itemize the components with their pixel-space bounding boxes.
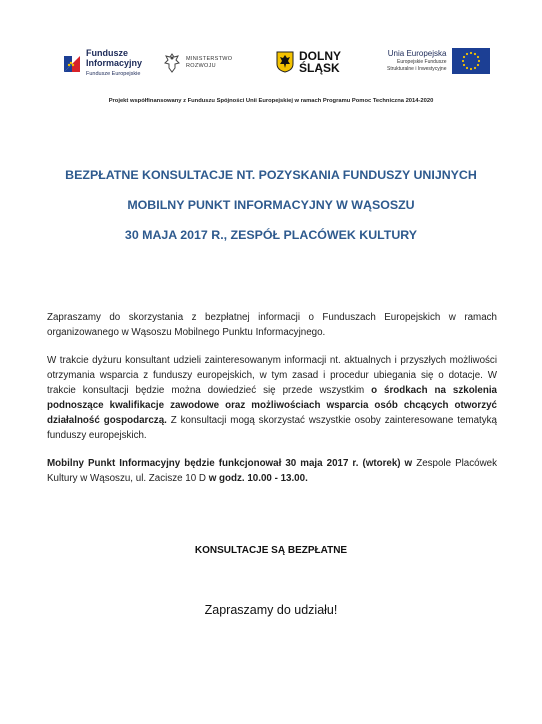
fe-logo-line2: Informacyjny bbox=[86, 58, 143, 68]
ue-logo-line1: Unia Europejska bbox=[387, 49, 447, 58]
dolny-slask-logo bbox=[276, 50, 341, 74]
paragraph-details-bold: o środkach na szkolenia podnoszące kwalifikacje zawodowe oraz możliwościach wsparcia osób chcących otworzyć działalność gospodarczą. bbox=[47, 385, 498, 426]
fe-logo-line3: Fundusze Europejskie bbox=[86, 71, 141, 77]
paragraph-details-text-b: Z konsultacji mogą skorzystać wszystkie osoby zainteresowane tematyką funduszy europejskich. bbox=[47, 415, 497, 441]
invite-note: Zapraszamy do udziału! bbox=[204, 603, 338, 617]
heading-line3: 30 MAJA 2017 R., ZESPÓŁ PLACÓWEK KULTURY bbox=[124, 228, 418, 242]
cofinance-note: Projekt współfinansowany z Funduszu Spójności Unii Europejskiej w ramach Programu Pomoc Techniczna 2014-2020 bbox=[108, 98, 434, 104]
ds-logo-line2: ŚLĄSK bbox=[299, 61, 340, 75]
body-text bbox=[47, 310, 497, 499]
ds-logo-line1: DOLNY bbox=[299, 49, 341, 63]
ministerstwo-rozwoju-logo bbox=[163, 52, 232, 74]
eagle-icon bbox=[163, 52, 181, 74]
free-consultations-note: KONSULTACJE SĄ BEZPŁATNE bbox=[194, 545, 348, 556]
paragraph-schedule bbox=[47, 456, 497, 486]
heading-line1: BEZPŁATNE KONSULTACJE NT. POZYSKANIA FUNDUSZY UNIJNYCH bbox=[65, 168, 477, 182]
mr-logo-line2: ROZWOJU bbox=[186, 63, 216, 69]
fundusze-europejskie-logo bbox=[60, 48, 142, 79]
fe-star-icon bbox=[60, 52, 82, 76]
paragraph-schedule-bold-b: w godz. 10.00 - 13.00. bbox=[208, 473, 308, 484]
paragraph-details bbox=[47, 353, 497, 443]
heading-line2: MOBILNY PUNKT INFORMACYJNY W WĄSOSZU bbox=[127, 198, 415, 212]
paragraph-invitation: Zapraszamy do skorzystania z bezpłatnej informacji o Funduszach Europejskich w ramach organizowanego w Wąsoszu Mobilnego Punktu Informacyjnego. bbox=[47, 312, 497, 338]
eu-flag-icon bbox=[452, 48, 490, 74]
paragraph-schedule-text-a: Zespole Placówek Kultury w Wąsoszu, ul. Zacisze 10 D bbox=[47, 458, 498, 484]
logo-bar bbox=[0, 44, 542, 84]
fe-logo-line1: Fundusze bbox=[86, 48, 128, 58]
eagle-shield-icon bbox=[276, 51, 294, 73]
ue-logo-line3: Strukturalne i Inwestycyjne bbox=[387, 66, 447, 72]
mr-logo-line1: MINISTERSTWO bbox=[186, 56, 233, 62]
paragraph-schedule-bold-a: Mobilny Punkt Informacyjny będzie funkcjonował 30 maja 2017 r. (wtorek) w bbox=[47, 458, 413, 469]
heading-block bbox=[0, 168, 542, 258]
unia-europejska-logo bbox=[387, 48, 490, 74]
ue-logo-line2: Europejskie Fundusze bbox=[397, 59, 447, 65]
paragraph-details-text-a: W trakcie dyżuru konsultant udzieli zainteresowanym informacji nt. aktualnych i przyszłych możliwości otrzymania wsparcia z funduszy europejskich, w tym zasad i procedur ubiegania się o dotacje. W trakcie konsultacji będzie można dowiedzieć się przede wszystkim bbox=[47, 355, 497, 396]
